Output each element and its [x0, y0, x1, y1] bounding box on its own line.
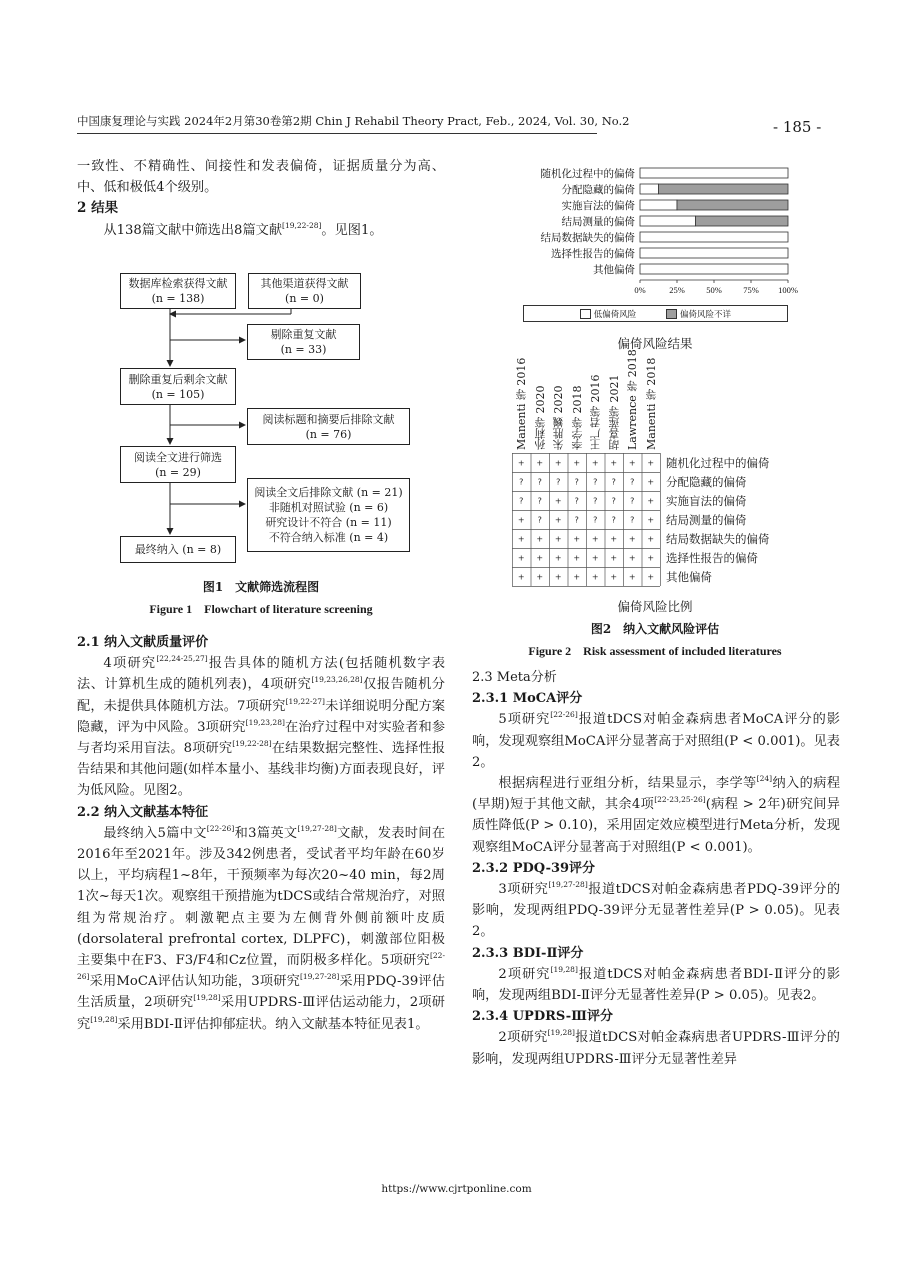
rob-study-label: Manenti 等 2018	[644, 357, 658, 450]
flow-box-duplicates: 剔除重复文献 (n = 33)	[247, 324, 360, 360]
chart-bar-unclear	[659, 184, 789, 194]
chart-bar-low	[640, 248, 788, 258]
figure-2-bias-chart	[475, 162, 835, 352]
flow-box-title-abstract: 阅读标题和摘要后排除文献 (n = 76)	[247, 408, 410, 445]
chart-bar-low	[640, 184, 659, 194]
rob-domain-label: 实施盲法的偏倚	[666, 494, 747, 508]
flow-box-final: 最终纳入 (n = 8)	[120, 536, 236, 563]
chart-category-label: 结局测量的偏倚	[561, 216, 635, 228]
chart-category-label: 其他偏倚	[593, 264, 635, 276]
chart-tick-label: 50%	[706, 285, 722, 295]
bias-bar-chart	[475, 162, 835, 327]
chart-category-label: 选择性报告的偏倚	[551, 248, 635, 260]
chart-bar-low	[640, 200, 677, 210]
chart-legend	[523, 305, 788, 322]
chart-category-label: 结局数据缺失的偏倚	[540, 232, 635, 244]
rob-cell-mark: ?	[611, 496, 616, 506]
chart-bar-low	[640, 264, 788, 274]
running-header: 中国康复理论与实践 2024年2月第30卷第2期 Chin J Rehabil Theory Pract, Feb., 2024, Vol. 30, No.2	[77, 113, 597, 134]
rob-cell-mark: ?	[593, 515, 598, 525]
rob-cell-mark: +	[573, 553, 581, 563]
rob-cell-mark: +	[573, 534, 581, 544]
paragraph-results: 从138篇文献中筛选出8篇文献[19,22-28]。见图1。	[103, 220, 383, 238]
rob-cell-mark: +	[647, 534, 655, 544]
rob-cell-mark: +	[610, 458, 618, 468]
rob-cell-mark: +	[628, 534, 636, 544]
rob-cell-mark: +	[517, 553, 525, 563]
rob-cell-mark: ?	[519, 477, 524, 487]
chart-tick-label: 25%	[669, 285, 685, 295]
rob-cell-mark: +	[628, 572, 636, 582]
flow-box-other: 其他渠道获得文献 (n = 0)	[248, 273, 361, 309]
rob-cell-mark: +	[591, 458, 599, 468]
rob-cell-mark: +	[610, 553, 618, 563]
rob-domain-label: 分配隐藏的偏倚	[666, 475, 747, 489]
footer-url: https://www.cjrtponline.com	[381, 1183, 532, 1195]
rob-cell-mark: +	[536, 553, 544, 563]
rob-cell-mark: +	[536, 458, 544, 468]
rob-cell-mark: ?	[537, 496, 542, 506]
rob-cell-mark: +	[647, 477, 655, 487]
rob-cell-mark: ?	[574, 515, 579, 525]
section-2-1-heading: 2.1 纳入文献质量评价	[77, 635, 209, 650]
chart-category-label: 分配隐藏的偏倚	[561, 184, 635, 196]
rob-cell-mark: ?	[611, 477, 616, 487]
section-2-3-2-heading: 2.3.2 PDQ-39评分	[472, 860, 596, 876]
rob-cell-mark: +	[591, 553, 599, 563]
chart-category-label: 随机化过程中的偏倚	[540, 168, 635, 180]
rob-cell-mark: ?	[537, 477, 542, 487]
figure-2-caption-cn: 图2 纳入文献风险评估	[590, 622, 720, 636]
rob-cell-mark: +	[554, 572, 562, 582]
section-2-3-heading: 2.3 Meta分析	[472, 670, 557, 685]
flow-box-excluded: 阅读全文后排除文献 (n = 21) 非随机对照试验 (n = 6) 研究设计不符合 (n = 11) 不符合纳入标准 (n = 4)	[247, 478, 410, 552]
rob-cell-mark: +	[517, 515, 525, 525]
rob-domain-label: 结局数据缺失的偏倚	[666, 532, 770, 546]
rob-cell-mark: ?	[630, 515, 635, 525]
paragraph-2-3-1: 5项研究[22-26]报道tDCS对帕金森病患者MoCA评分的影响，发现观察组MoCA评分显著高于对照组(P < 0.001)。见表2。	[472, 710, 840, 770]
rob-cell-mark: +	[554, 534, 562, 544]
figure-1-caption-cn: 图1 文献筛选流程图	[202, 580, 320, 594]
rob-grid	[512, 453, 692, 589]
section-2-3-1-heading: 2.3.1 MoCA评分	[472, 691, 583, 707]
rob-domain-label: 随机化过程中的偏倚	[666, 456, 770, 470]
rob-cell-mark: ?	[537, 515, 542, 525]
rob-study-label: 王广君等 2016	[589, 374, 602, 450]
rob-cell-mark: +	[647, 515, 655, 525]
rob-cell-mark: +	[573, 572, 581, 582]
rob-cell-mark: ?	[593, 477, 598, 487]
rob-cell-mark: +	[517, 458, 525, 468]
rob-cell-mark: ?	[574, 496, 579, 506]
rob-summary	[475, 349, 835, 600]
rob-study-label: 朱胜巍 2020	[552, 385, 565, 450]
left-column-bottom	[77, 632, 445, 1035]
right-column-bottom	[472, 667, 840, 1070]
rob-cell-mark: +	[591, 572, 599, 582]
rob-cell-mark: +	[647, 553, 655, 563]
paragraph-grade: 一致性、不精确性、间接性和发表偏倚，证据质量分为高、中、低和极低4个级别。	[77, 159, 445, 196]
left-column-top	[77, 156, 445, 241]
paragraph-2-3-4: 2项研究[19,28]报道tDCS对帕金森病患者UPDRS-Ⅲ评分的影响，发现两组UPDRS-Ⅲ评分无显著性差异	[472, 1028, 840, 1067]
legend-unclear-swatch	[666, 309, 677, 319]
rob-cell-mark: +	[610, 572, 618, 582]
rob-cell-mark: +	[628, 458, 636, 468]
rob-cell-mark: +	[536, 534, 544, 544]
rob-cell-mark: ?	[519, 496, 524, 506]
flow-box-fulltext: 阅读全文进行筛选 (n = 29)	[120, 446, 236, 483]
flow-box-database: 数据库检索获得文献 (n = 138)	[120, 273, 236, 309]
chart-tick-label: 100%	[778, 285, 798, 295]
figure-1-caption-en: Figure 1 Flowchart of literature screening	[149, 602, 373, 616]
rob-study-label: Lawrence 等 2018	[626, 349, 639, 450]
rob-cell-mark: +	[610, 534, 618, 544]
rob-cell-mark: +	[554, 458, 562, 468]
section-2-3-4-heading: 2.3.4 UPDRS-Ⅲ评分	[472, 1009, 613, 1025]
rob-cell-mark: +	[554, 553, 562, 563]
rob-study-label: 李学等 2018	[570, 385, 584, 450]
chart-tick-label: 75%	[743, 285, 759, 295]
rob-study-label: 胡喜莲等 2021	[607, 374, 621, 450]
chart-bar-unclear	[677, 200, 788, 210]
rob-domain-label: 选择性报告的偏倚	[666, 551, 758, 565]
section-2-2-heading: 2.2 纳入文献基本特征	[77, 804, 209, 820]
flow-box-remaining: 删除重复后剩余文献 (n = 105)	[120, 368, 236, 405]
rob-cell-mark: +	[647, 496, 655, 506]
rob-cell-mark: +	[554, 515, 562, 525]
rob-study-label: 孙莉等 2020	[533, 385, 547, 450]
section-results-heading: 2 结果	[77, 200, 119, 217]
legend-low-swatch	[580, 309, 591, 319]
chart-bar-low	[640, 216, 696, 226]
rob-cell-mark: ?	[611, 515, 616, 525]
rob-cell-mark: ?	[556, 477, 561, 487]
section-2-3-3-heading: 2.3.3 BDI-Ⅱ评分	[472, 945, 584, 961]
paragraph-2-3-2: 3项研究[19,27-28]报道tDCS对帕金森病患者PDQ-39评分的影响，发现两组PDQ-39评分无显著性差异(P > 0.05)。见表2。	[472, 880, 841, 940]
rob-cell-mark: ?	[574, 477, 579, 487]
rob-cell-mark: +	[517, 572, 525, 582]
rob-cell-mark: +	[591, 534, 599, 544]
paragraph-2-1: 4项研究[22,24-25,27]报告具体的随机方法(包括随机数字表法、计算机生成的随机列表)，4项研究[19,23,26,28]仅报告随机分配，未提供具体随机方法。7项研究[19,22-27]未详细说明分配方案隐藏，评为中风险。3项研究[19,23,28]在治疗过程中对实验者和参与者均采用盲法。8项研究[19,22-28]在结果数据完整性、选择性报告结果和其他问题(如样本量小、基线非均衡)方面表现良好，评为低风险。见图2。	[77, 654, 446, 799]
legend-low: 低偏倚风险	[580, 308, 636, 320]
rob-cell-mark: +	[647, 572, 655, 582]
chart-bar-low	[640, 232, 788, 242]
paragraph-2-3-1-subgroup: 根据病程进行亚组分析，结果显示，李学等[24]纳入的病程(早期)短于其他文献，其余4项[22-23,25-26](病程 > 2年)研究间异质性降低(P > 0.10)，采用固定效应模型进行Meta分析，发现观察组MoCA评分显著高于对照组(P < 0.001)。	[472, 774, 841, 855]
chart-category-label: 实施盲法的偏倚	[561, 200, 635, 212]
chart-bar-unclear	[696, 216, 789, 226]
rob-cell-mark: +	[628, 553, 636, 563]
page-number: - 185 -	[773, 118, 822, 136]
chart-tick-label: 0%	[634, 285, 646, 295]
rob-domain-label: 结局测量的偏倚	[666, 513, 747, 527]
rob-cell-mark: +	[573, 458, 581, 468]
rob-cell-mark: +	[536, 572, 544, 582]
chart-title: 偏倚风险结果	[617, 336, 693, 351]
chart-bar-low	[640, 168, 788, 178]
rob-cell-mark: ?	[630, 496, 635, 506]
legend-unclear: 偏倚风险不详	[666, 308, 731, 320]
rob-cell-mark: +	[517, 534, 525, 544]
paragraph-2-3-3: 2项研究[19,28]报道tDCS对帕金森病患者BDI-Ⅱ评分的影响，发现两组BDI-Ⅱ评分无显著性差异(P > 0.05)。见表2。	[472, 964, 841, 1004]
figure-2-caption-en: Figure 2 Risk assessment of included literatures	[528, 644, 782, 658]
rob-subtitle: 偏倚风险比例	[617, 599, 693, 614]
paragraph-2-2: 最终纳入5篇中文[22-26]和3篇英文[19,27-28]文献，发表时间在2016年至2021年。涉及342例患者，受试者平均年龄在60岁以上，平均病程1~8年，干预频率为每次20~40 min，每2周1次~每天1次。观察组干预措施为tDCS或结合常规治疗，对照组为常规治疗。刺激靶点主要为左侧背外侧前额叶皮质(dorsolateral prefrontal cortex, DLPFC)，刺激部位阳极主要集中在F3、F3/F4和Cz位置，而阴极多样化。5项研究[22-26]采用MoCA评估认知功能，3项研究[19,27-28]采用PDQ-39评估生活质量，2项研究[19,28]采用UPDRS-Ⅲ评估运动能力，2项研究[19,28]采用BDI-Ⅱ评估抑郁症状。纳入文献基本特征见表1。	[77, 823, 446, 1032]
rob-cell-mark: ?	[593, 496, 598, 506]
rob-cell-mark: +	[554, 496, 562, 506]
rob-study-label: Manenti 等 2016	[515, 357, 528, 450]
rob-cell-mark: ?	[630, 477, 635, 487]
figure-1-flowchart	[105, 268, 435, 628]
rob-domain-label: 其他偏倚	[666, 570, 712, 584]
rob-cell-mark: +	[647, 458, 655, 468]
